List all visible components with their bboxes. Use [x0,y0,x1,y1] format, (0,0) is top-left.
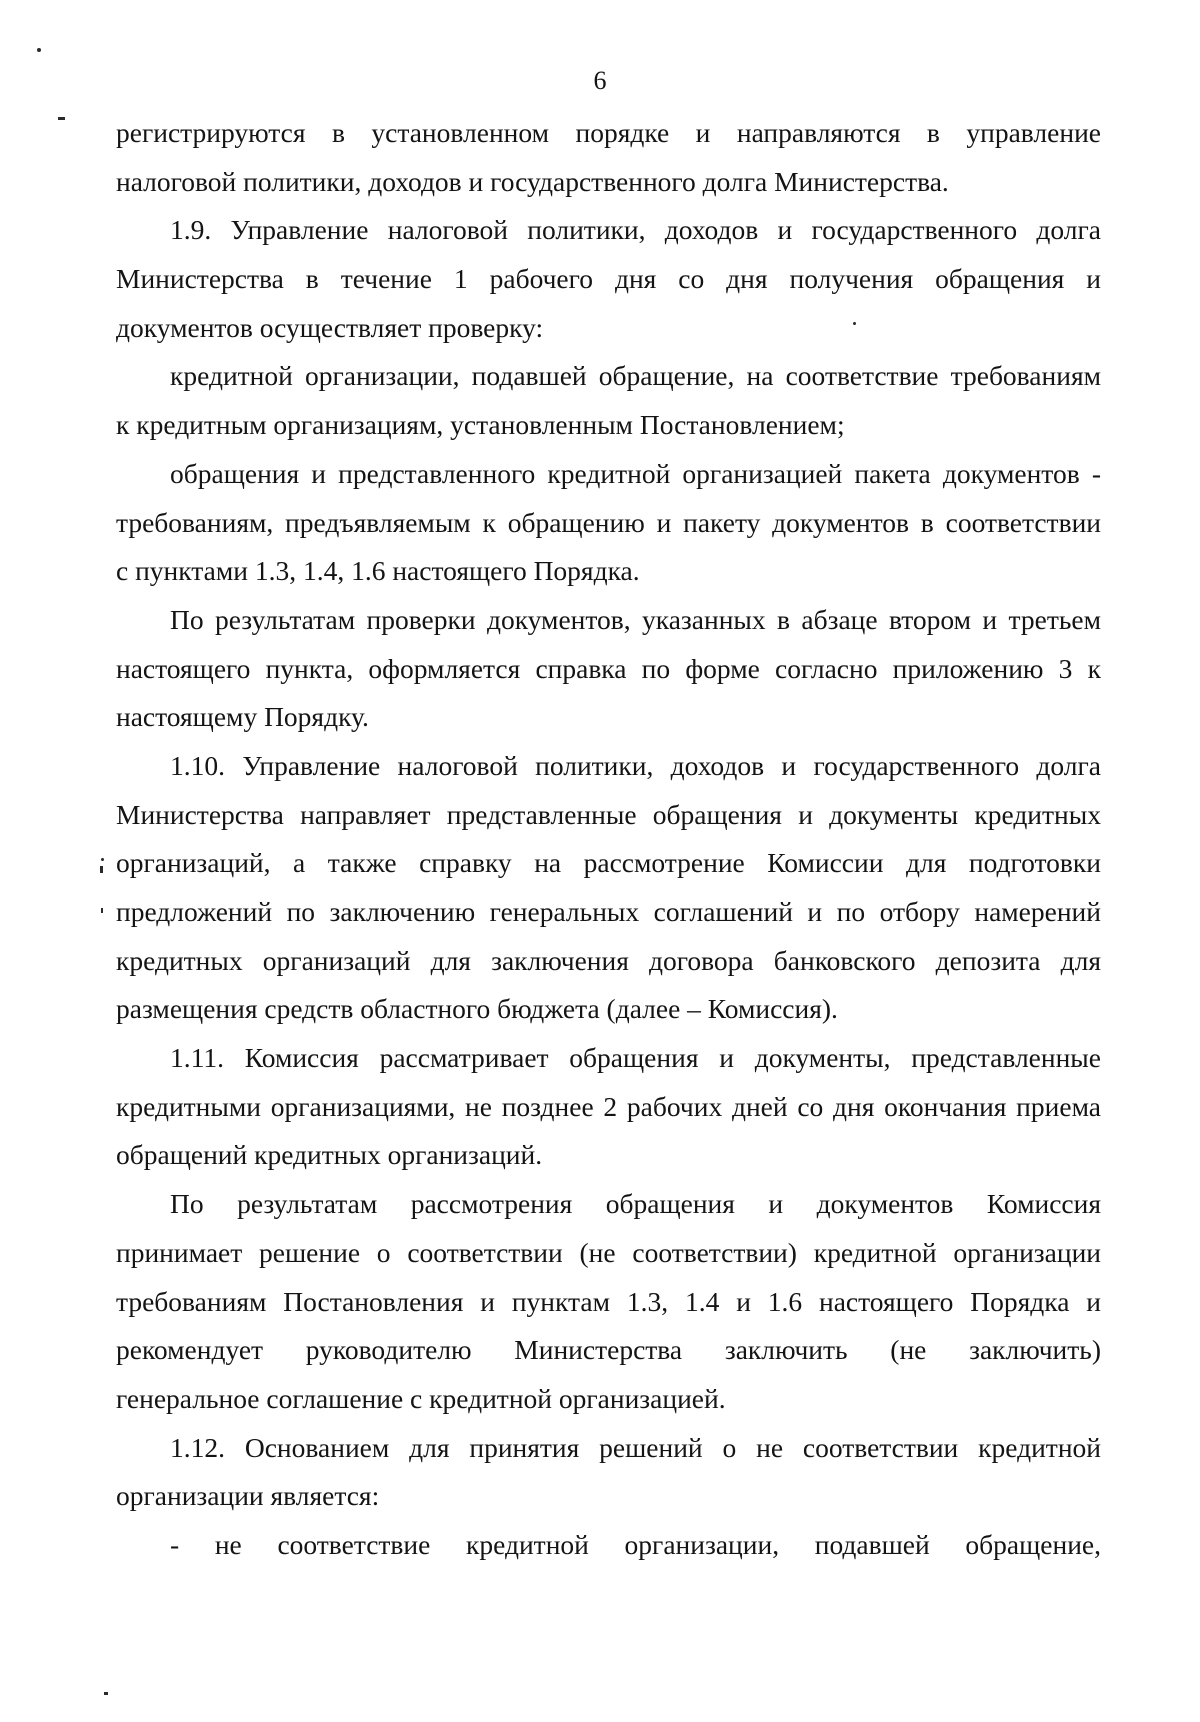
text-line: Министерства в течение 1 рабочего дня со дня получения обращения и [116,263,1101,295]
text-line: 1.12. Основанием для принятия решений о не соответствии кредитной [170,1431,1101,1463]
text-line: 1.10. Управление налоговой политики, доходов и государственного долга [170,749,1101,781]
text-line: требованиям Постановления и пунктам 1.3, 1.4 и 1.6 настоящего Порядка и [116,1285,1101,1317]
scan-speck [101,908,103,913]
text-line: По результатам проверки документов, указанных в абзаце втором и третьем [170,603,1101,635]
paragraph [116,596,1101,742]
text-line: размещения средств областного бюджета (далее – Комиссия). [116,993,838,1025]
text-line: - не соответствие кредитной организации, подавшей обращение, [170,1528,1101,1560]
paragraph-1-10 [116,742,1101,1034]
text-line: настоящего пункта, оформляется справка по форме согласно приложению 3 к [116,652,1101,684]
text-line: кредитными организациями, не позднее 2 рабочих дней со дня окончания приема [116,1090,1101,1122]
text-line: налоговой политики, доходов и государственного долга Министерства. [116,165,949,197]
scan-speck [37,48,41,52]
text-line: предложений по заключению генеральных соглашений и по отбору намерений [116,896,1101,927]
text-line: требованиям, предъявляемым к обращению и пакету документов в соответствии [116,506,1101,538]
text-line: настоящему Порядку. [116,701,369,733]
text-line: 1.11. Комиссия рассматривает обращения и документы, представленные [170,1042,1101,1074]
text-line: с пунктами 1.3, 1.4, 1.6 настоящего Порядка. [116,555,640,587]
list-item [116,1521,1101,1570]
paragraph-1-12 [116,1424,1101,1521]
scan-speck [58,117,65,120]
page-number: 6 [593,66,607,95]
text-line: 1.9. Управление налоговой политики, доходов и государственного долга [170,214,1101,246]
scan-speck [101,858,104,861]
paragraph [116,450,1101,596]
text-line: обращения и представленного кредитной организацией пакета документов - [170,457,1101,489]
text-line: организации является: [116,1480,380,1512]
text-line: кредитных организаций для заключения договора банковского депозита для [116,944,1101,976]
paragraph [116,1180,1101,1423]
text-line: По результатам рассмотрения обращения и документов Комиссия [170,1188,1101,1220]
paragraph [116,109,1101,206]
paragraph [116,352,1101,449]
text-line: кредитной организации, подавшей обращение, на соответствие требованиям [170,360,1101,392]
text-line: рекомендует руководителю Министерства заключить (не заключить) [116,1334,1101,1366]
text-line: регистрируются в установленном порядке и направляются в управление [116,117,1101,148]
text-line: обращений кредитных организаций. [116,1139,543,1171]
text-line: к кредитным организациям, установленным Постановлением; [116,409,845,441]
text-line: организаций, а также справку на рассмотрение Комиссии для подготовки [116,847,1101,879]
text-line: Министерства направляет представленные обращения и документы кредитных [116,798,1101,830]
scan-speck [100,866,103,873]
text-line: документов осуществляет проверку: [116,311,544,343]
paragraph-1-9 [116,206,1101,352]
text-line: принимает решение о соответствии (не соответствии) кредитной организации [116,1236,1101,1268]
document-body [116,109,1101,1570]
text-line: генеральное соглашение с кредитной организацией. [116,1382,726,1414]
paragraph-1-11 [116,1034,1101,1180]
scan-speck [104,1692,108,1695]
